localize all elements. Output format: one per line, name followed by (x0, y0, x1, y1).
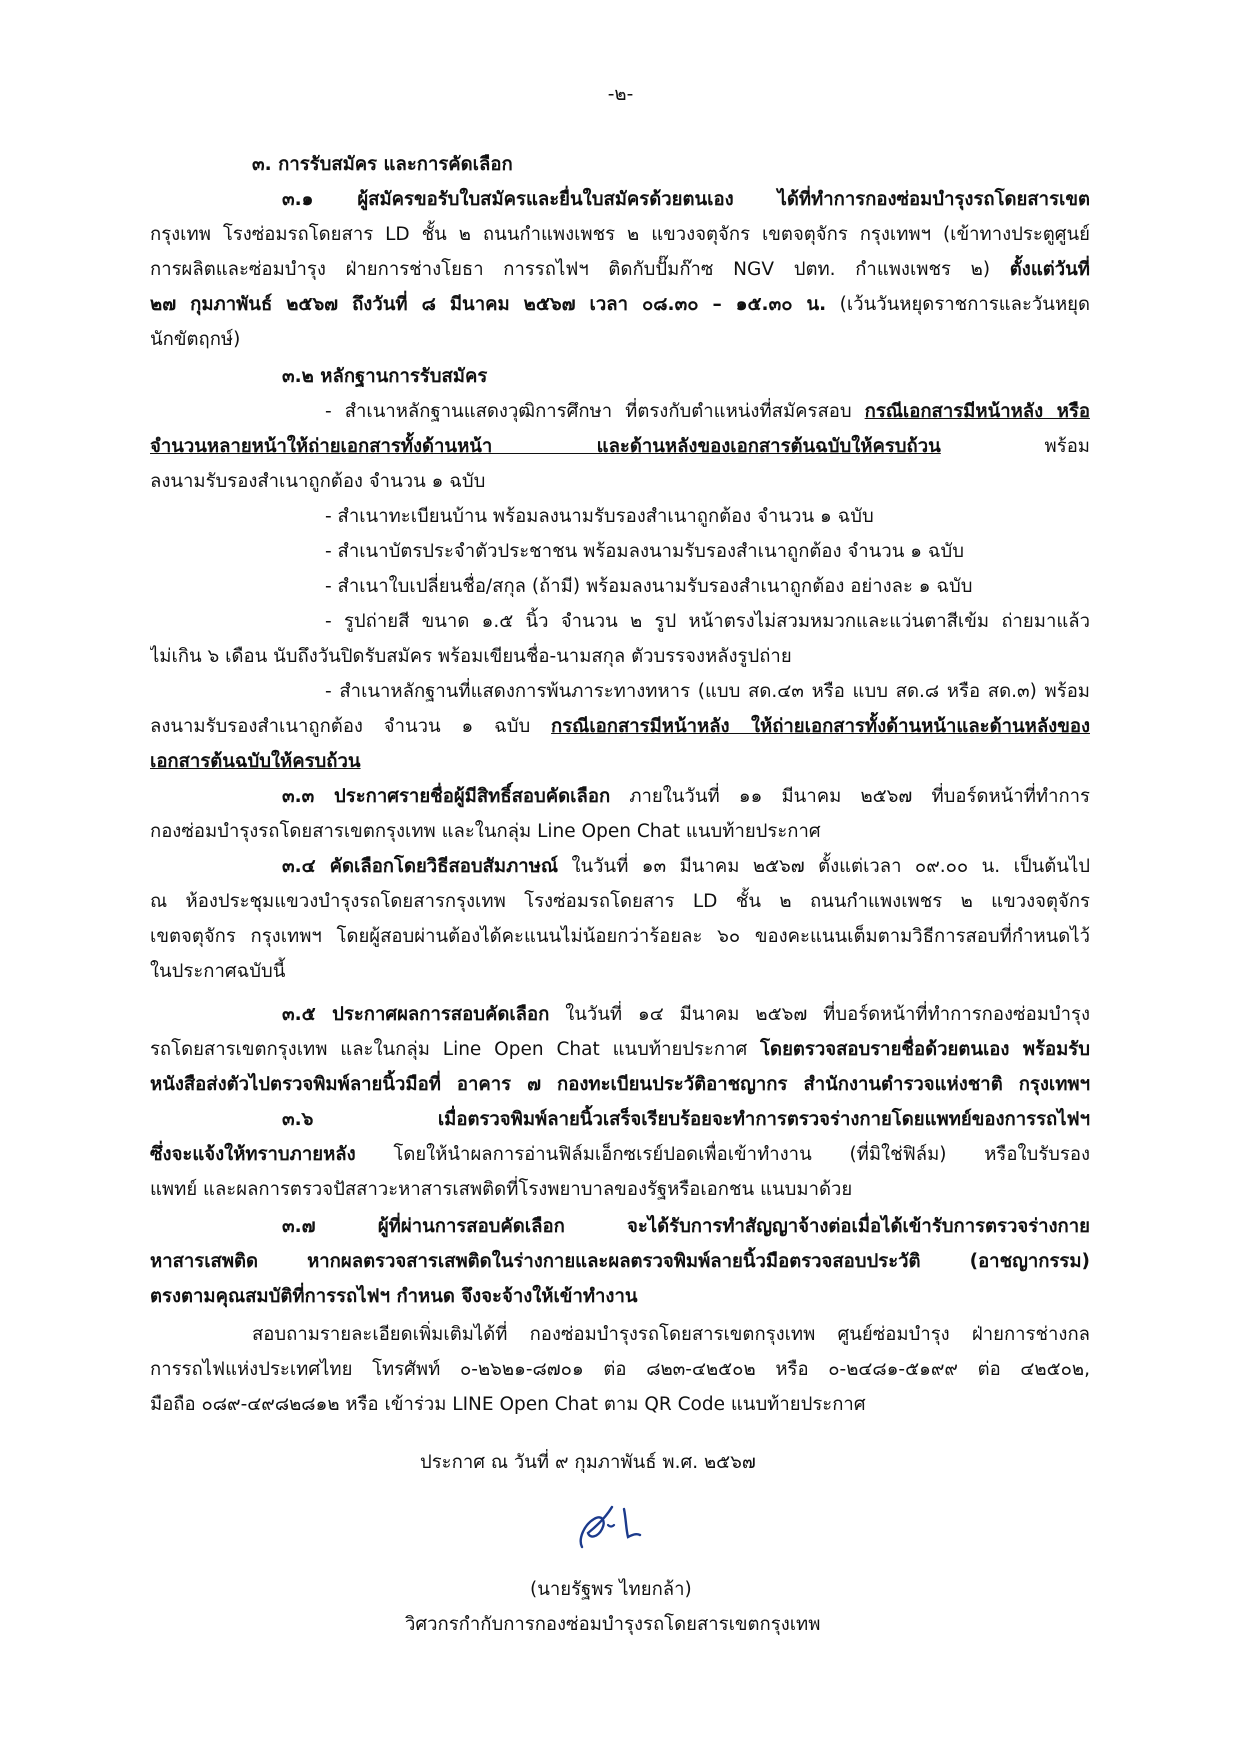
item-6-emphasis: กรณีเอกสารมีหน้าหลัง ให้ถ่ายเอกสารทั้งด้านหน้าและด้านหลังของ (551, 716, 1090, 737)
announce-date: ประกาศ ณ วันที่ ๙ กุมภาพันธ์ พ.ศ. ๒๕๖๗ (420, 1452, 756, 1473)
clause-3-4-text: ในวันที่ ๑๓ มีนาคม ๒๕๖๗ ตั้งแต่เวลา ๐๙.๐๐ น. เป็นต้นไป (558, 856, 1090, 877)
clause-3-5-text-cont: รถโดยสารเขตกรุงเทพ และในกลุ่ม Line Open Chat แนบท้ายประกาศ (150, 1039, 761, 1060)
clause-3-2-item-5-line-2: ไม่เกิน ๖ เดือน นับถึงวันปิดรับสมัคร พร้อมเขียนชื่อ-นามสกุล ตัวบรรจงหลังรูปถ่าย (150, 646, 792, 667)
handwritten-signature (568, 1495, 658, 1555)
item-6-text: ลงนามรับรองสำเนาถูกต้อง จำนวน ๑ ฉบับ (150, 716, 552, 737)
clause-3-6-text: โดยให้นำผลการอ่านฟิล์มเอ็กซเรย์ปอดเพื่อเข้าทำงาน (ที่มิใช่ฟิล์ม) หรือใบรับรอง (355, 1144, 1090, 1165)
contact-line-1: สอบถามรายละเอียดเพิ่มเติมได้ที่ กองซ่อมบำรุงรถโดยสารเขตกรุงเทพ ศูนย์ซ่อมบำรุง ฝ่ายการช่างกล (252, 1324, 1090, 1345)
clause-3-2-item-4: - สำเนาใบเปลี่ยนชื่อ/สกุล (ถ้ามี) พร้อมลงนามรับรองสำเนาถูกต้อง อย่างละ ๑ ฉบับ (325, 576, 973, 597)
clause-3-1-line-3 (150, 255, 1090, 285)
clause-3-6-line-1: ๓.๖ เมื่อตรวจพิมพ์ลายนิ้วเสร็จเรียบร้อยจะทำการตรวจร่างกายโดยแพทย์ของการรถไฟฯ (282, 1109, 1090, 1130)
item-1-emphasis-cont: จำนวนหลายหน้าให้ถ่ายเอกสารทั้งด้านหน้า และด้านหลังของเอกสารต้นฉบับให้ครบถ้วน (150, 436, 941, 457)
contact-line-3: มือถือ ๐๘๙-๔๙๘๒๘๑๒ หรือ เข้าร่วม LINE Open Chat ตาม QR Code แนบท้ายประกาศ (150, 1394, 866, 1415)
clause-3-5-line-3: หนังสือส่งตัวไปตรวจพิมพ์ลายนิ้วมือที่ อาคาร ๗ กองทะเบียนประวัติอาชญากร สำนักงานตำรวจแห่งชาติ กรุงเทพฯ (150, 1074, 1090, 1095)
clause-3-7-line-2: หาสารเสพติด หากผลตรวจสารเสพติดในร่างกายและผลตรวจพิมพ์ลายนิ้วมือตรวจสอบประวัติ (อาชญากรรม) (150, 1251, 1090, 1272)
clause-3-2-item-5-line-1: - รูปถ่ายสี ขนาด ๑.๕ นิ้ว จำนวน ๒ รูป หน้าตรงไม่สวมหมวกและแว่นตาสีเข้ม ถ่ายมาแล้ว (325, 611, 1090, 632)
clause-3-1-period-start: ตั้งแต่วันที่ (1009, 259, 1090, 280)
item-1-text-cont: พร้อม (940, 436, 1090, 457)
clause-3-5-text: ในวันที่ ๑๔ มีนาคม ๒๕๖๗ ที่บอร์ดหน้าที่ทำการกองซ่อมบำรุง (549, 1004, 1090, 1025)
clause-3-4-line-1 (282, 852, 1090, 882)
clause-3-7-line-1: ๓.๗ ผู้ที่ผ่านการสอบคัดเลือก จะได้รับการทำสัญญาจ้างต่อเมื่อได้เข้ารับการตรวจร่างกาย (282, 1216, 1090, 1237)
clause-3-2-item-6-line-1: - สำเนาหลักฐานที่แสดงการพ้นภาระทางทหาร (แบบ สด.๔๓ หรือ แบบ สด.๘ หรือ สด.๓) พร้อม (325, 681, 1090, 702)
clause-3-1-holiday-note: (เว้นวันหยุดราชการและวันหยุด (826, 294, 1090, 315)
section-3-heading: ๓. การรับสมัคร และการคัดเลือก (252, 154, 513, 175)
clause-3-5-line-2 (150, 1035, 1090, 1065)
clause-3-1-line-2: กรุงเทพ โรงซ่อมรถโดยสาร LD ชั้น ๒ ถนนกำแพงเพชร ๒ แขวงจตุจักร เขตจตุจักร กรุงเทพฯ (เข้าทางประตูศูนย์ (150, 224, 1090, 245)
clause-3-6-emphasis: ซึ่งจะแจ้งให้ทราบภายหลัง (150, 1144, 356, 1165)
clause-3-2-item-1-line-1 (325, 397, 1090, 427)
clause-3-2-item-3: - สำเนาบัตรประจำตัวประชาชน พร้อมลงนามรับรองสำเนาถูกต้อง จำนวน ๑ ฉบับ (325, 541, 964, 562)
clause-3-5-emphasis: โดยตรวจสอบรายชื่อด้วยตนเอง พร้อมรับ (760, 1039, 1090, 1060)
item-1-text: - สำเนาหลักฐานแสดงวุฒิการศึกษา ที่ตรงกับตำแหน่งที่สมัครสอบ (325, 401, 865, 422)
clause-3-1-period: ๒๗ กุมภาพันธ์ ๒๕๖๗ ถึงวันที่ ๘ มีนาคม ๒๕๖๗ เวลา ๐๘.๓๐ – ๑๕.๓๐ น. (150, 294, 827, 315)
clause-3-2-heading: ๓.๒ หลักฐานการรับสมัคร (282, 366, 488, 387)
clause-3-3-title: ๓.๓ ประกาศรายชื่อผู้มีสิทธิ์สอบคัดเลือก (282, 786, 611, 807)
clause-3-2-item-1-line-2 (150, 432, 1090, 462)
page-number: -๒- (607, 84, 634, 105)
contact-line-2: การรถไฟแห่งประเทศไทย โทรศัพท์ ๐-๒๖๒๑-๘๗๐๑ ต่อ ๘๒๓-๔๒๕๐๒ หรือ ๐-๒๔๘๑-๕๑๙๙ ต่อ ๔๒๕๐๒, (150, 1359, 1090, 1380)
clause-3-7-line-3: ตรงตามคุณสมบัติที่การรถไฟฯ กำหนด จึงจะจ้างให้เข้าทำงาน (150, 1286, 638, 1307)
clause-3-1-line-1 (282, 185, 1090, 215)
clause-3-2-item-2: - สำเนาทะเบียนบ้าน พร้อมลงนามรับรองสำเนาถูกต้อง จำนวน ๑ ฉบับ (325, 506, 874, 527)
clause-3-6-line-2 (150, 1140, 1090, 1170)
clause-3-1-text: ๓.๑ ผู้สมัครขอรับใบสมัครและยื่นใบสมัครด้วยตนเอง ได้ที่ทำการกองซ่อมบำรุงรถโดยสารเขต (282, 189, 1090, 210)
clause-3-3-line-1 (282, 782, 1090, 812)
clause-3-3-line-2: กองซ่อมบำรุงรถโดยสารเขตกรุงเทพ และในกลุ่ม Line Open Chat แนบท้ายประกาศ (150, 821, 821, 842)
clause-3-4-line-4: ในประกาศฉบับนี้ (150, 961, 286, 982)
signer-name: (นายรัฐพร ไทยกล้า) (530, 1579, 692, 1600)
clause-3-4-title: ๓.๔ คัดเลือกโดยวิธีสอบสัมภาษณ์ (282, 856, 559, 877)
clause-3-1-line-5: นักขัตฤกษ์) (150, 329, 241, 350)
clause-3-6-line-3: แพทย์ และผลการตรวจปัสสาวะหาสารเสพติดที่โรงพยาบาลของรัฐหรือเอกชน แนบมาด้วย (150, 1179, 853, 1200)
clause-3-4-line-3: เขตจตุจักร กรุงเทพฯ โดยผู้สอบผ่านต้องได้คะแนนไม่น้อยกว่าร้อยละ ๖๐ ของคะแนนเต็มตามวิธีการสอบที่กำหนดไว้ (150, 926, 1090, 947)
item-1-emphasis: กรณีเอกสารมีหน้าหลัง หรือ (864, 401, 1090, 422)
clause-3-2-item-6-line-3: เอกสารต้นฉบับให้ครบถ้วน (150, 751, 361, 772)
clause-3-5-title: ๓.๕ ประกาศผลการสอบคัดเลือก (282, 1004, 550, 1025)
clause-3-4-line-2: ณ ห้องประชุมแขวงบำรุงรถโดยสารกรุงเทพ โรงซ่อมรถโดยสาร LD ชั้น ๒ ถนนกำแพงเพชร ๒ แขวงจตุจักร (150, 891, 1090, 912)
clause-3-1-line-4 (150, 290, 1090, 320)
signer-position: วิศวกรกำกับการกองซ่อมบำรุงรถโดยสารเขตกรุงเทพ (405, 1614, 821, 1635)
clause-3-2-item-1-line-3: ลงนามรับรองสำเนาถูกต้อง จำนวน ๑ ฉบับ (150, 471, 486, 492)
clause-3-3-text: ภายในวันที่ ๑๑ มีนาคม ๒๕๖๗ ที่บอร์ดหน้าที่ทำการ (610, 786, 1090, 807)
clause-3-5-line-1 (282, 1000, 1090, 1030)
clause-3-2-item-6-line-2 (150, 712, 1090, 742)
clause-3-1-address: การผลิตและซ่อมบำรุง ฝ่ายการช่างโยธา การรถไฟฯ ติดกับปั๊มก๊าซ NGV ปตท. กำแพงเพชร ๒) (150, 259, 1010, 280)
